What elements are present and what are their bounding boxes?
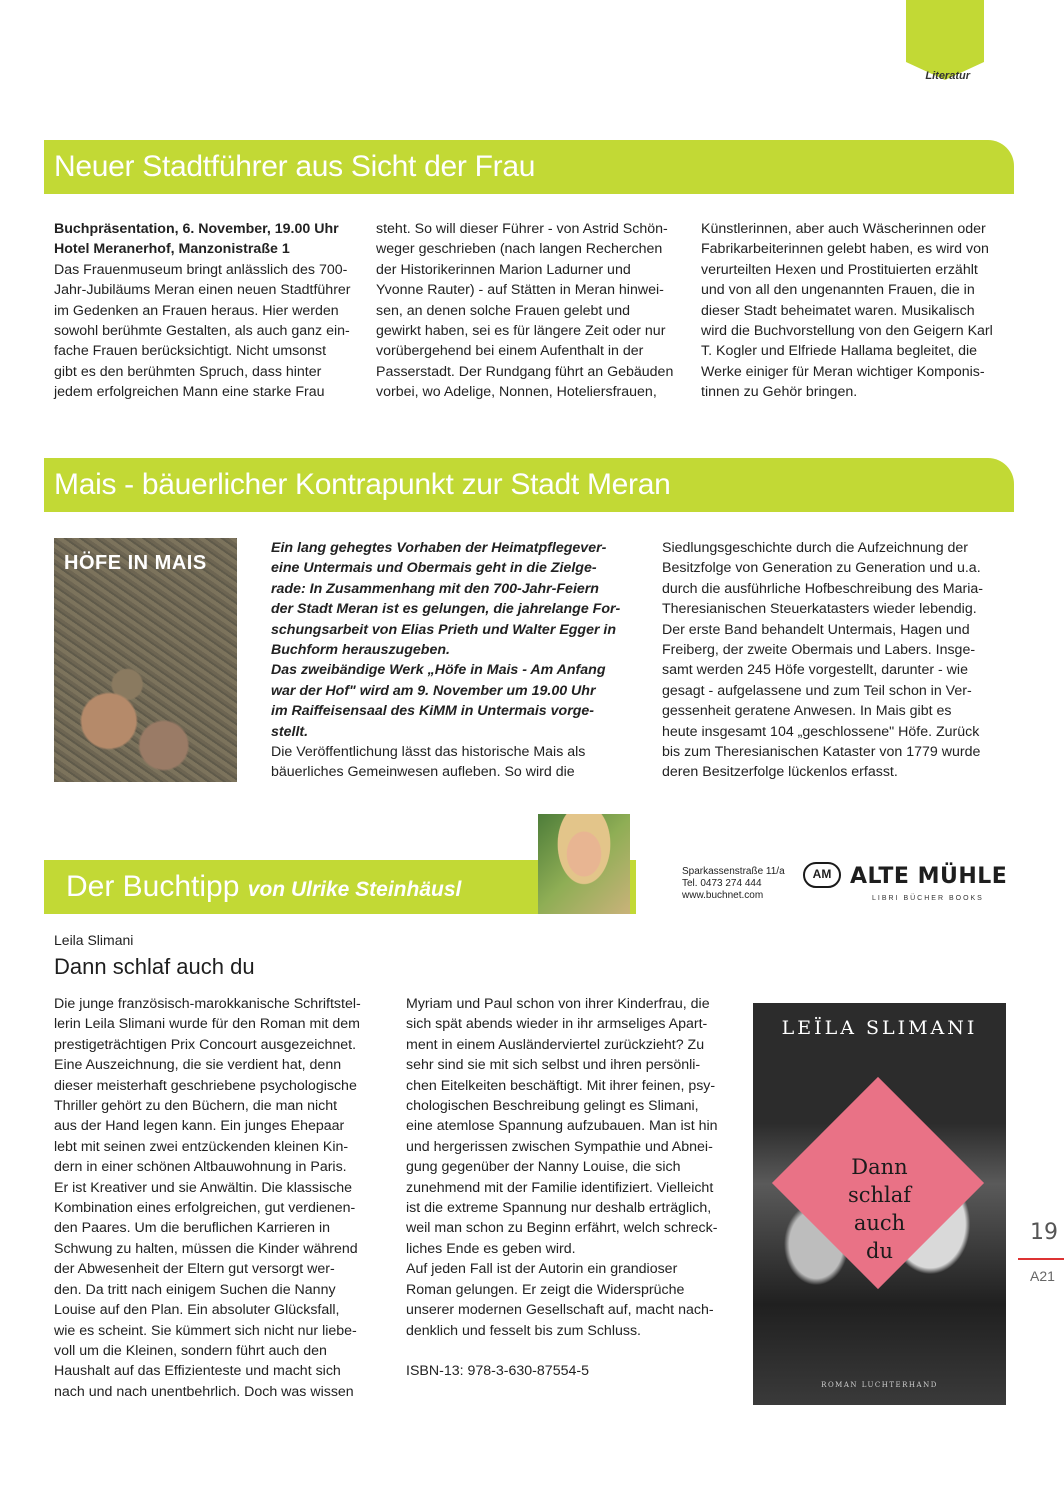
text-line: jedem erfolgreichen Mann eine starke Frau (54, 384, 325, 401)
text-line: T. Kogler und Elfriede Hallama begleitet, die (701, 343, 978, 360)
text-line: vorübergehend bei einem Aufenthalt in der (376, 343, 644, 360)
article1-lead-venue: Hotel Meranerhof, Manzonistraße 1 (54, 241, 290, 258)
text-line: weger geschrieben (nach langen Recherchen (376, 241, 663, 258)
cover-publisher: ROMAN LUCHTERHAND (821, 1381, 938, 1389)
buchtipp-col2 (406, 994, 744, 1381)
reviewer-portrait (538, 814, 630, 914)
text-line: chen Eitelkeiten beschäftigt. Mit ihrer feinen, psy- (406, 1077, 716, 1094)
article2-col2 (662, 538, 1014, 783)
text-line: Auf jeden Fall ist der Autorin ein grandioser (406, 1261, 678, 1278)
text-line: wie es scheint. Sie kümmert sich nicht nur liebe- (54, 1322, 357, 1339)
text-line: rade: In Zusammenhang mit den 700-Jahr-Feiern (271, 580, 599, 597)
text-line: denklich und fesselt bis zum Schluss. (406, 1322, 641, 1339)
text-line: Haushalt auf das Effizienteste und macht sich (54, 1363, 341, 1380)
page-number-divider (1018, 1258, 1064, 1260)
text-line: und hergerissen zwischen Sympathie und Abnei- (406, 1138, 713, 1155)
text-line: dieser Stadt beheimatet waren. Musikalisch (701, 302, 975, 319)
text-line: zunehmend mit der Familie identifiziert. Vielleicht (406, 1179, 714, 1196)
text-line: sen, an denen solche Frauen gelebt und (376, 302, 630, 319)
text-line: Das zweibändige Werk „Höfe in Mais - Am Anfang (271, 662, 606, 679)
text-line: schungsarbeit von Elias Prieth und Walter Egger in (271, 621, 617, 638)
text-line: Die junge französisch-marokkanische Schriftstel- (54, 996, 361, 1012)
text-line: wird die Buchvorstellung von den Geigern Karl (701, 323, 993, 340)
cover-title-line: du (866, 1239, 893, 1263)
text-line: gesagt - aufgelassene und zum Teil schon in Ver- (662, 682, 972, 699)
isbn: ISBN-13: 978-3-630-87554-5 (406, 1362, 589, 1379)
shop-street: Sparkassenstraße 11/a (682, 866, 785, 877)
page-code: A21 (1030, 1268, 1055, 1284)
hoefe-cover-caption: HÖFE IN MAIS (64, 552, 207, 574)
book-author: Leila Slimani (54, 932, 134, 948)
text-line: Das Frauenmuseum bringt anlässlich des 700- (54, 261, 348, 278)
shop-address (682, 866, 785, 902)
article1-col1 (54, 219, 364, 403)
text-line: lebt mit seinen zwei entzückenden kleinen Kin- (54, 1138, 349, 1155)
text-line: prestigeträchtigen Prix Concourt ausgezeichnet. (54, 1036, 357, 1053)
text-line: nach und nach unentbehrlich. Doch was wissen (54, 1383, 354, 1400)
text-line: im Gedenken an Frauen heraus. Hier werden (54, 302, 339, 319)
article2-col1 (271, 538, 621, 783)
article1-title: Neuer Stadtführer aus Sicht der Frau (44, 140, 1014, 194)
text-line: Myriam und Paul schon von ihrer Kinderfrau, die (406, 996, 710, 1012)
text-line: Eine Auszeichnung, die sie verdient hat, denn (54, 1057, 342, 1074)
text-line: eine Untermais und Obermais geht in die Zielge- (271, 560, 597, 577)
text-line: gibt es den berühmten Spruch, dass hinter (54, 363, 322, 380)
buchtipp-title: Der Buchtipp (66, 870, 240, 903)
text-line: gessenheit geratene Anwesen. In Mais gibt es (662, 703, 952, 720)
book-title: Dann schlaf auch du (54, 954, 255, 979)
alte-muehle-logo-icon: AM (803, 862, 841, 888)
hoefe-book-cover-image (54, 538, 237, 782)
article1-col3 (701, 219, 1021, 403)
text-line: ist die extreme Spannung nur deshalb erträglich, (406, 1200, 712, 1217)
buchtipp-byline: von Ulrike Steinhäusl (247, 878, 462, 901)
text-line: stellt. (271, 723, 309, 740)
text-line: Thriller gehört zu den Büchern, die man nicht (54, 1098, 338, 1115)
cover-title-line: schlaf (847, 1183, 912, 1207)
text-line: dern in einer schönen Altbauwohnung in Paris. (54, 1159, 347, 1176)
text-line: Louise auf den Plan. Ein absoluter Glücksfall, (54, 1302, 340, 1319)
text-line: war der Hof" wird am 9. November um 19.00 Uhr (271, 682, 596, 699)
text-line: liches Ende es geben wird. (406, 1240, 576, 1257)
text-line: gewirkt haben, sei es für längere Zeit oder nur (376, 323, 666, 340)
text-line: aus der Hand legen kann. Ein junges Ehepaar (54, 1118, 345, 1135)
cover-title-line: Dann (851, 1155, 908, 1179)
text-line: tinnen zu Gehör bringen. (701, 384, 858, 401)
text-line: eine atemlose Spannung aufzubauen. Man ist hin (406, 1118, 718, 1135)
text-line: unserer modernen Gesellschaft auf, macht nach- (406, 1302, 714, 1319)
text-line: samt werden 245 Höfe vorgestellt, darunter - wie (662, 662, 968, 679)
shop-phone: Tel. 0473 274 444 (682, 878, 762, 889)
text-line: den Paares. Um die beruflichen Karrieren in (54, 1220, 331, 1237)
text-line: heute insgesamt 104 „geschlossene" Höfe. Zurück (662, 723, 980, 740)
text-line: Jahr-Jubiläums Meran einen neuen Stadtführer (54, 282, 351, 299)
cover-title-line: auch (853, 1211, 906, 1235)
text-line: Der erste Band behandelt Untermais, Hagen und (662, 621, 970, 638)
text-line: bis zum Theresianischen Kataster von 1779 wurde (662, 744, 981, 761)
alte-muehle-logo-sub: LIBRI BÜCHER BOOKS (872, 895, 984, 902)
text-line: Siedlungsgeschichte durch die Aufzeichnung der (662, 540, 969, 556)
text-line: und von all den ungenannten Frauen, die in (701, 282, 975, 299)
text-line: Freiberg, der zweite Obermais und Labers. Insge- (662, 642, 976, 659)
buchtipp-col1 (54, 994, 384, 1402)
text-line: fache Frauen berücksichtigt. Nicht umsonst (54, 343, 327, 360)
text-line: bäuerliches Gemeinwesen aufleben. So wird die (271, 764, 575, 781)
section-tab (906, 0, 984, 62)
text-line: ment in einem Ausländerviertel zurückzieht? Zu (406, 1036, 705, 1053)
text-line: den. Da tritt nach einigem Suchen die Nanny (54, 1281, 336, 1298)
text-line: Die Veröffentlichung lässt das historische Mais als (271, 744, 586, 761)
text-line: Fabrikarbeiterinnen gelebt haben, es wird von (701, 241, 989, 258)
text-line: chologischen Beschreibung gelingt es Slimani, (406, 1098, 699, 1115)
text-line: Ein lang gehegtes Vorhaben der Heimatpflegever- (271, 540, 607, 556)
text-line: Kombination eines erfolgreichen, gut verdienen- (54, 1200, 356, 1217)
text-line: vorbei, wo Adelige, Nonnen, Hoteliersfrauen, (376, 384, 657, 401)
section-label: Literatur (925, 70, 970, 82)
text-line: sich spät abends wieder in ihr armseliges Apart- (406, 1016, 708, 1033)
article1-col2 (376, 219, 694, 403)
text-line: weil man schon zu Beginn erfährt, welch schreck- (406, 1220, 718, 1237)
text-line: Roman gelungen. Er zeigt die Widersprüche (406, 1281, 685, 1298)
text-line: dieser meisterhaft geschriebene psychologische (54, 1077, 357, 1094)
text-line: Theresianischen Steuerkatasters wieder lebendig. (662, 601, 977, 618)
text-line: voll um die Kleinen, sondern führt auch den (54, 1342, 327, 1359)
text-line: sowohl berühmte Gestalten, als auch ganz ein- (54, 323, 350, 340)
text-line: der Stadt Meran ist es gelungen, die jahrelange For- (271, 601, 621, 618)
buchtipp-title-block (66, 860, 461, 914)
article2-title: Mais - bäuerlicher Kontrapunkt zur Stadt Meran (44, 458, 1014, 512)
text-line: lerin Leila Slimani wurde für den Roman mit dem (54, 1016, 360, 1033)
text-line: der Abwesenheit der Eltern gut versorgt wer- (54, 1261, 335, 1278)
text-line: deren Besitzerfolge lückenlos erfasst. (662, 764, 898, 781)
text-line: Schwung zu halten, müssen die Kinder während (54, 1240, 358, 1257)
text-line: gung gegenüber der Nanny Louise, die sich (406, 1159, 681, 1176)
text-line: steht. So will dieser Führer - von Astrid Schön- (376, 221, 668, 237)
text-line: der Historikerinnen Marion Ladurner und (376, 261, 631, 278)
page-number: 19 (1030, 1220, 1058, 1245)
alte-muehle-logo-name: ALTE MÜHLE (850, 864, 1008, 889)
text-line: Werke einiger für Meran wichtiger Komponis- (701, 363, 985, 380)
text-line: Er ist Kreativer und sie Anwältin. Die klassische (54, 1179, 353, 1196)
text-line: Passerstadt. Der Rundgang führt an Gebäuden (376, 363, 674, 380)
text-line: Yvonne Rauter) - auf Stätten in Meran hinwei- (376, 282, 664, 299)
text-line: verurteilten Hexen und Prostituierten erzählt (701, 261, 978, 278)
article1-lead-date: Buchpräsentation, 6. November, 19.00 Uhr (54, 221, 339, 237)
text-line: Besitzfolge von Generation zu Generation und u.a. (662, 560, 981, 577)
text-line: Künstlerinnen, aber auch Wäscherinnen oder (701, 221, 986, 237)
text-line: durch die ausführliche Hofbeschreibung des Maria- (662, 580, 983, 597)
text-line: im Raiffeisensaal des KiMM in Untermais vorge- (271, 703, 594, 720)
cover-author: LEÏLA SLIMANI (781, 1017, 978, 1039)
text-line: Buchform herauszugeben. (271, 642, 450, 659)
book-cover-image (753, 1003, 1006, 1405)
cover-title (753, 1153, 1006, 1265)
text-line: sehr sind sie mit sich selbst und ihren persönli- (406, 1057, 701, 1074)
shop-website: www.buchnet.com (682, 890, 764, 901)
